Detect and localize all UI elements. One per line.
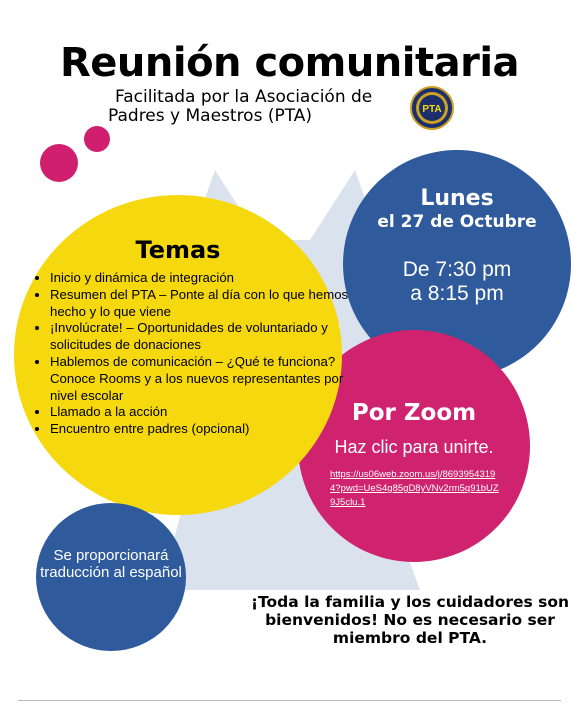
decorative-dot-small <box>84 126 110 152</box>
footer-divider <box>18 700 561 701</box>
flyer-title: Reunión comunitaria <box>59 40 520 86</box>
topic-item: • Encuentro entre padres (opcional) <box>50 421 355 438</box>
topic-item: • Inicio y dinámica de integración <box>50 270 355 287</box>
zoom-join-link[interactable]: https://us06web.zoom.us/j/86939543194?pwd=UeS4g85gD8yVNv2rm5q91bUZ9J5clu.1 <box>330 469 499 508</box>
event-time-start: De 7:30 pm <box>402 258 512 281</box>
pta-logo-text: PTA <box>422 104 442 115</box>
translation-notice: Se proporcionará traducción al español <box>40 547 182 581</box>
topic-item: • Hablemos de comunicación – ¿Qué te funciona? Conoce Rooms y a los nuevos representantes por nivel escolar <box>50 354 355 404</box>
subtitle-line-2: Padres y Maestros (PTA) <box>108 106 313 126</box>
welcome-message: ¡Toda la familia y los cuidadores son bienvenidos! No es necesario ser miembro del PTA. <box>250 593 570 647</box>
topic-item: • ¡Involúcrate! – Oportunidades de voluntariado y solicitudes de donaciones <box>50 320 355 354</box>
topics-title: Temas <box>135 236 221 264</box>
topics-list <box>34 270 355 438</box>
pta-badge-icon <box>410 86 454 130</box>
topic-item: • Resumen del PTA – Ponte al día con lo que hemos hecho y lo que viene <box>50 287 355 321</box>
topic-item: • Llamado a la acción <box>50 404 355 421</box>
event-time-end: a 8:15 pm <box>410 282 504 305</box>
event-date: el 27 de Octubre <box>377 212 537 232</box>
event-day: Lunes <box>420 186 494 211</box>
subtitle-line-1: Facilitada por la Asociación de <box>115 87 373 107</box>
decorative-dot-large <box>40 144 78 182</box>
zoom-title: Por Zoom <box>351 400 477 426</box>
zoom-call-to-action[interactable]: Haz clic para unirte. <box>334 437 494 457</box>
